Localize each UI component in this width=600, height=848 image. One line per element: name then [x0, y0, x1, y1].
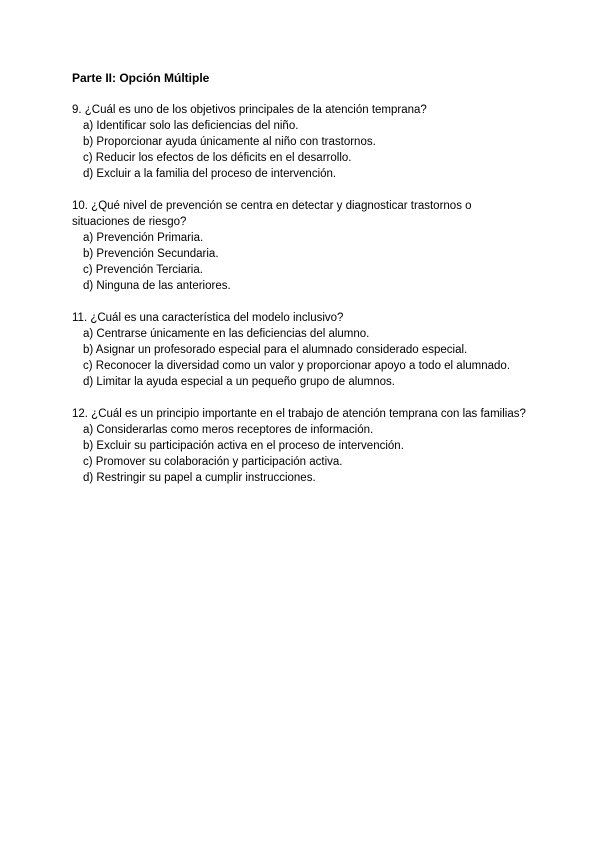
option-a: a) Considerarlas como meros receptores de información.	[83, 424, 374, 436]
question-text: 12. ¿Cuál es un principio importante en el trabajo de atención temprana con las familias?	[72, 408, 526, 420]
option-c: c) Reducir los efectos de los déficits en el desarrollo.	[83, 152, 352, 164]
option-d: d) Limitar la ayuda especial a un pequeño grupo de alumnos.	[83, 376, 395, 388]
question-9	[72, 102, 532, 182]
question-text: 10. ¿Qué nivel de prevención se centra en detectar y diagnosticar trastornos o situaciones de riesgo?	[72, 200, 472, 228]
options-list	[72, 118, 532, 182]
question-11	[72, 310, 532, 390]
section-title: Parte II: Opción Múltiple	[72, 71, 210, 85]
option-c: c) Prevención Terciaria.	[83, 264, 203, 276]
options-list	[72, 326, 532, 390]
question-12	[72, 406, 532, 486]
option-c: c) Reconocer la diversidad como un valor y proporcionar apoyo a todo el alumnado.	[83, 360, 511, 372]
options-list	[72, 422, 532, 486]
question-10	[72, 198, 532, 294]
option-b: b) Prevención Secundaria.	[83, 248, 219, 260]
document-page	[72, 70, 532, 502]
option-d: d) Restringir su papel a cumplir instrucciones.	[83, 472, 316, 484]
option-a: a) Centrarse únicamente en las deficiencias del alumno.	[83, 328, 370, 340]
option-b: b) Asignar un profesorado especial para el alumnado considerado especial.	[83, 344, 468, 356]
option-b: b) Excluir su participación activa en el proceso de intervención.	[83, 440, 404, 452]
question-text: 9. ¿Cuál es uno de los objetivos principales de la atención temprana?	[72, 104, 427, 116]
option-a: a) Prevención Primaria.	[83, 232, 204, 244]
option-a: a) Identificar solo las deficiencias del niño.	[83, 120, 299, 132]
option-b: b) Proporcionar ayuda únicamente al niño con trastornos.	[83, 136, 376, 148]
question-text: 11. ¿Cuál es una característica del modelo inclusivo?	[72, 312, 344, 324]
options-list	[72, 230, 532, 294]
option-d: d) Ninguna de las anteriores.	[83, 280, 231, 292]
option-c: c) Promover su colaboración y participación activa.	[83, 456, 343, 468]
option-d: d) Excluir a la familia del proceso de intervención.	[83, 168, 337, 180]
